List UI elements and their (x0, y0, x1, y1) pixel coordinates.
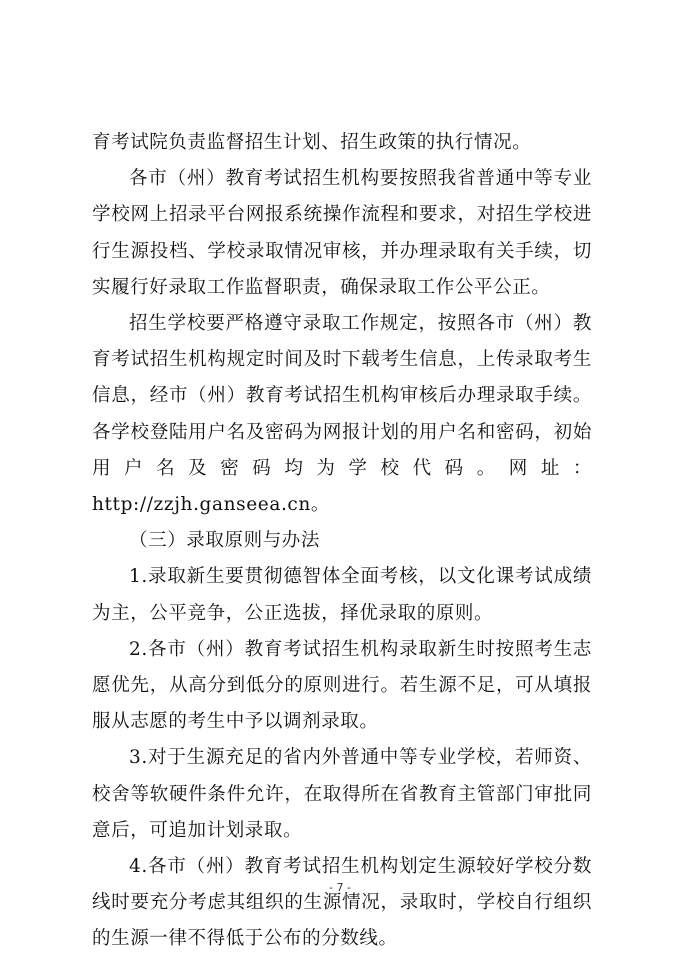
paragraph-principle-4: 4.各市（州）教育考试招生机构划定生源较好学校分数线时要充分考虑其组织的生源情况，录取时，学校自行组织的生源一律不得低于公布的分数线。 (92, 856, 592, 950)
paragraph-school-rules: 招生学校要严格遵守录取工作规定，按照各市（州）教育考试招生机构规定时间及时下载考生信息，上传录取考生信息，经市（州）教育考试招生机构审核后办理录取手续。各学校登陆用户名及密码为网报计划的用户名和密码，初始用户名及密码均为学校代码。网址：http://zzjh.ganseea.cn。 (92, 313, 592, 516)
section-heading: （三）录取原则与办法 (129, 530, 321, 552)
paragraph-continuation: 育考试院负责监督招生计划、招生政策的执行情况。 (92, 132, 532, 153)
paragraph-principle-3: 3.对于生源充足的省内外普通中等专业学校，若师资、校舍等软硬件条件允许，在取得所在省教育主管部门审批同意后，可追加计划录取。 (92, 747, 592, 841)
paragraph-principle-1: 1.录取新生要贯彻德智体全面考核，以文化课考试成绩为主，公平竞争，公正选拔，择优录取的原则。 (92, 566, 592, 624)
document-body (92, 125, 592, 958)
paragraph-admission-supervision: 各市（州）教育考试招生机构要按照我省普通中等专业学校网上招录平台网报系统操作流程和要求，对招生学校进行生源投档、学校录取情况审核，并办理录取有关手续，切实履行好录取工作监督职责，确保录取工作公平公正。 (92, 168, 592, 298)
paragraph-principle-2: 2.各市（州）教育考试招生机构录取新生时按照考生志愿优先，从高分到低分的原则进行。若生源不足，可从填报服从志愿的考生中予以调剂录取。 (92, 638, 592, 733)
page-number: - 7 - (329, 881, 351, 894)
